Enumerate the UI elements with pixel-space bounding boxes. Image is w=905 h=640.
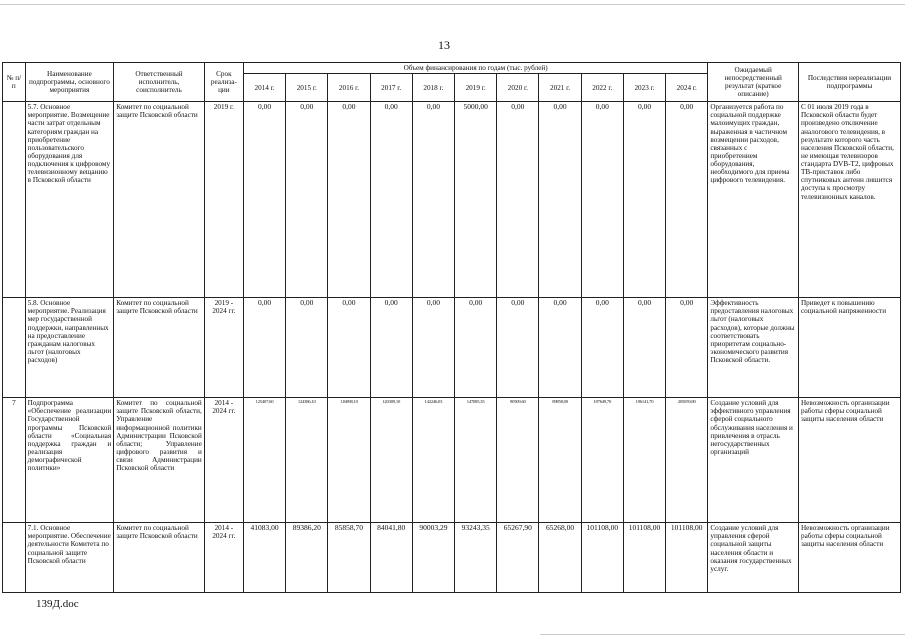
funding-table — [2, 62, 901, 593]
row-consequences: Невозможность организации работы сферы социальной защиты населения области — [798, 523, 900, 593]
row-value: 0,00 — [370, 298, 412, 398]
row-result: Эффективность предоставления налоговых льгот (налоговых расходов), которые должны соответствовать приоритетам социально-экономического развития Псковской области. — [708, 298, 799, 398]
row-value: 0,00 — [370, 102, 412, 298]
row-value: 0,00 — [412, 102, 454, 298]
row-value: 0,00 — [243, 298, 285, 398]
header-executor: Ответственный исполнитель, соисполнитель — [114, 63, 205, 102]
row-value: 41083,00 — [243, 523, 285, 593]
row-value: 101108,00 — [666, 523, 708, 593]
row-value: 84041,80 — [370, 523, 412, 593]
row-period: 2019 г. — [204, 102, 243, 298]
row-result: Создание условий для управления сферой социальной защиты населения области и оказания государственных услуг. — [708, 523, 799, 593]
header-funding: Объем финансирования по годам (тыс. рублей) — [243, 63, 707, 74]
row-value: 120309,10 — [370, 398, 412, 523]
row-value: 0,00 — [497, 298, 539, 398]
row-period: 2014 - 2024 гг. — [204, 398, 243, 523]
row-executor: Комитет по социальной защите Псковской области — [114, 523, 205, 593]
year-header: 2016 г. — [328, 74, 370, 102]
scan-top-edge — [0, 4, 905, 5]
year-header: 2023 г. — [623, 74, 665, 102]
row-value: 90509,60 — [497, 398, 539, 523]
row-num — [3, 523, 26, 593]
year-header: 2017 г. — [370, 74, 412, 102]
row-value: 0,00 — [412, 298, 454, 398]
row-value: 0,00 — [623, 298, 665, 398]
row-value: 147085,35 — [455, 398, 497, 523]
row-executor: Комитет по социальной защите Псковской области, Управление информационной политики Администрации Псковской области; Управление цифрового развития и связи Администрации Псковской области — [114, 398, 205, 523]
row-value: 0,00 — [497, 102, 539, 298]
row-value: 0,00 — [581, 102, 623, 298]
year-header: 2015 г. — [286, 74, 328, 102]
row-value: 0,00 — [286, 298, 328, 398]
row-num — [3, 102, 26, 298]
row-consequences: С 01 июля 2019 года в Псковской области будет произведено отключение аналогового телевидения, в результате которого часть населения Псковской области, не имеющая телевизоров стандарта DVB-T2, цифровых ТВ-приставок либо спутниковых антенн лишится доступа к просмотру телевизионных каналов. — [798, 102, 900, 298]
row-value: 93243,35 — [455, 523, 497, 593]
row-value: 125407,60 — [243, 398, 285, 523]
header-num: № п/п — [3, 63, 26, 102]
header-name: Наименование подпрограммы, основного мероприятия — [25, 63, 114, 102]
row-value: 0,00 — [623, 102, 665, 298]
year-header: 2024 г. — [666, 74, 708, 102]
row-value: 196141,70 — [623, 398, 665, 523]
row-value: 65268,00 — [539, 523, 581, 593]
year-header: 2018 г. — [412, 74, 454, 102]
table-row — [3, 398, 901, 523]
row-num — [3, 298, 26, 398]
table-row — [3, 102, 901, 298]
row-value: 0,00 — [243, 102, 285, 298]
footer-filename: 139Д.doc — [36, 598, 79, 610]
row-value: 0,00 — [666, 102, 708, 298]
row-value: 0,00 — [328, 298, 370, 398]
row-value: 65267,90 — [497, 523, 539, 593]
header-consequences: Последствия нереализации подпрограммы — [798, 63, 900, 102]
row-name: Подпрограмма «Обеспечение реализации Государственной программы Псковской области «Социальная поддержка граждан и реализация демографической политики» — [25, 398, 114, 523]
row-name: 7.1. Основное мероприятие. Обеспечение деятельности Комитета по социальной защите Псковской области — [25, 523, 114, 593]
row-value: 187649,70 — [581, 398, 623, 523]
year-header: 2014 г. — [243, 74, 285, 102]
header-result: Ожидаемый непосредственный результат (краткое описание) — [708, 63, 799, 102]
row-value: 0,00 — [286, 102, 328, 298]
year-header: 2022 г. — [581, 74, 623, 102]
row-value: 116898,10 — [328, 398, 370, 523]
page-number: 13 — [438, 38, 450, 52]
row-value: 0,00 — [455, 298, 497, 398]
row-consequences: Невозможность организации работы сферы социальной защиты населения области — [798, 398, 900, 523]
row-value: 124386,10 — [286, 398, 328, 523]
row-result: Создание условий для эффективного управления сферой социального обслуживания населения и привлечения в отрасль негосударственных организаций — [708, 398, 799, 523]
row-num: 7 — [3, 398, 26, 523]
row-value: 85858,70 — [328, 523, 370, 593]
scan-bottom-edge — [540, 634, 905, 635]
row-result: Организуется работа по социальной поддержке малоимущих граждан, выраженная в частичном возмещении расходов, связанных с приобретением оборудования, необходимого для приема цифрового телевидения. — [708, 102, 799, 298]
row-consequences: Приведет к повышению социальной напряженности — [798, 298, 900, 398]
row-value: 0,00 — [539, 102, 581, 298]
header-period: Срок реализа-ции — [204, 63, 243, 102]
year-header: 2021 г. — [539, 74, 581, 102]
row-value: 205059,80 — [666, 398, 708, 523]
row-value: 0,00 — [328, 102, 370, 298]
row-executor: Комитет по социальной защите Псковской области — [114, 298, 205, 398]
row-name: 5.7. Основное мероприятие. Возмещение части затрат отдельным категориям граждан на приобретение пользовательского оборудования для подключения к цифровому телевизионному вещанию в Псковской области — [25, 102, 114, 298]
row-value: 5000,00 — [455, 102, 497, 298]
row-value: 0,00 — [666, 298, 708, 398]
row-period: 2019 - 2024 гг. — [204, 298, 243, 398]
row-value: 89386,20 — [286, 523, 328, 593]
row-value: 101108,00 — [623, 523, 665, 593]
year-header: 2020 г. — [497, 74, 539, 102]
row-period: 2014 - 2024 гг. — [204, 523, 243, 593]
row-value: 0,00 — [539, 298, 581, 398]
row-value: 89858,00 — [539, 398, 581, 523]
table-row — [3, 298, 901, 398]
row-value: 101108,00 — [581, 523, 623, 593]
row-value: 90003,29 — [412, 523, 454, 593]
row-value: 0,00 — [581, 298, 623, 398]
row-executor: Комитет по социальной защите Псковской области — [114, 102, 205, 298]
row-name: 5.8. Основное мероприятие. Реализация мер государственной поддержки, направленных на предоставление гражданам налоговых льгот (налоговых расходов) — [25, 298, 114, 398]
table-row — [3, 523, 901, 593]
year-header: 2019 г. — [455, 74, 497, 102]
row-value: 142246,03 — [412, 398, 454, 523]
